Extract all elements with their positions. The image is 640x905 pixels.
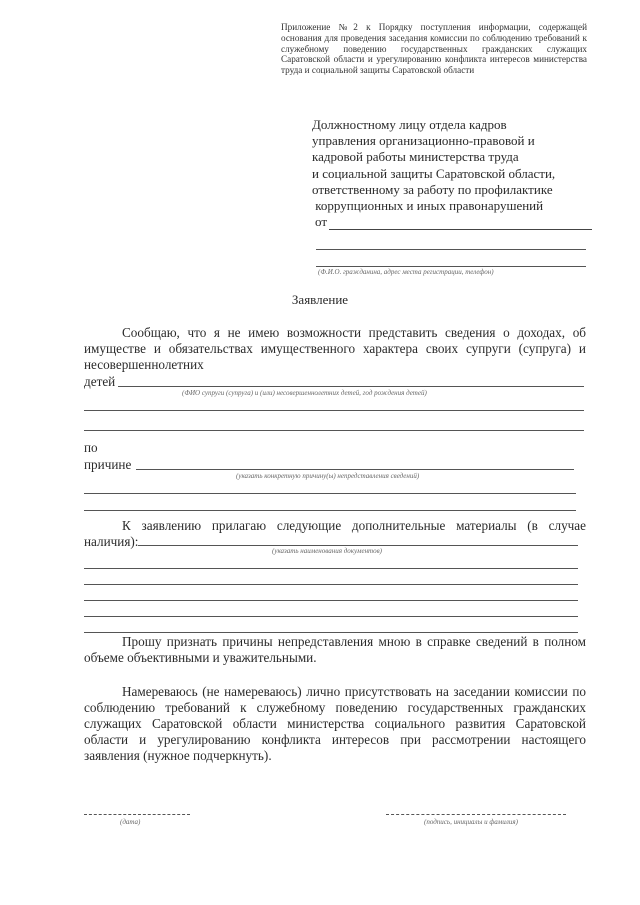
children-hint: (ФИО супруги (супруга) и (или) несовершеннолетних детей, год рождения детей) <box>182 389 427 397</box>
from-line-2[interactable] <box>316 249 586 250</box>
addressee-line: и социальной защиты Саратовской области, <box>312 165 556 181</box>
date-hint: (дата) <box>120 818 141 826</box>
attendance-paragraph: Намереваюсь (не намереваюсь) лично присутствовать на заседании комиссии по соблюдению требований к служебному поведению государственных гражданских служащих Саратовской области министерства социального развития Саратовской области и урегулированию конфликта интересов при рассмотрении настоящего заявления (нужное подчеркнуть). <box>84 684 586 763</box>
from-hint: (Ф.И.О. гражданина, адрес места регистрации, телефон) <box>318 268 494 276</box>
materials-line-6[interactable] <box>84 632 578 633</box>
from-row <box>315 214 592 230</box>
children-line-3[interactable] <box>84 430 584 431</box>
from-line-3[interactable] <box>316 266 586 267</box>
from-label: от <box>315 214 328 230</box>
materials-line-1[interactable] <box>138 545 578 546</box>
by-label: по <box>84 440 98 455</box>
materials-paragraph: К заявлению прилагаю следующие дополнительные материалы (в случае наличия): <box>84 518 586 549</box>
reason-line-2[interactable] <box>84 493 576 494</box>
reason-line-3[interactable] <box>84 510 576 511</box>
reason-line-1[interactable] <box>136 469 574 470</box>
document-title: Заявление <box>291 292 349 307</box>
reason-label: причине <box>84 457 132 472</box>
signature-hint: (подпись, инициалы и фамилия) <box>424 818 518 826</box>
materials-line-3[interactable] <box>84 584 578 585</box>
addressee-line: кадровой работы министерства труда <box>312 149 519 165</box>
addressee-line: коррупционных и иных правонарушений <box>312 198 544 214</box>
addressee-line: управления организационно-правовой и <box>312 133 535 149</box>
from-name-field[interactable] <box>329 217 592 230</box>
children-line-2[interactable] <box>84 410 584 411</box>
statement-paragraph: Сообщаю, что я не имею возможности представить сведения о доходах, об имуществе и обязательствах имущественного характера своих супруги (супруга) и несовершеннолетних <box>84 325 586 372</box>
materials-line-2[interactable] <box>84 568 578 569</box>
materials-hint: (указать наименования документов) <box>272 547 382 555</box>
addressee-line: Должностному лицу отдела кадров <box>312 117 507 132</box>
addressee-block <box>312 117 592 230</box>
children-line-1[interactable] <box>118 386 584 387</box>
reason-hint: (указать конкретную причину(ы) непредставления сведений) <box>236 472 420 480</box>
signature-line[interactable] <box>386 814 566 815</box>
materials-line-4[interactable] <box>84 600 578 601</box>
children-label: детей <box>84 374 116 389</box>
appendix-note: Приложение №2 к Порядку поступления информации, содержащей основания для проведения заседания комиссии по соблюдению требований к служебному поведению государственных гражданских служащих Саратовской области и урегулированию конфликта интересов министерства труда и социальной защиты Саратовской области <box>281 22 587 76</box>
materials-line-5[interactable] <box>84 616 578 617</box>
request-paragraph: Прошу признать причины непредставления мною в справке сведений в полном объеме объективными и уважительными. <box>84 634 586 665</box>
addressee-line: ответственному за работу по профилактике <box>312 181 553 197</box>
date-line[interactable] <box>84 814 190 815</box>
